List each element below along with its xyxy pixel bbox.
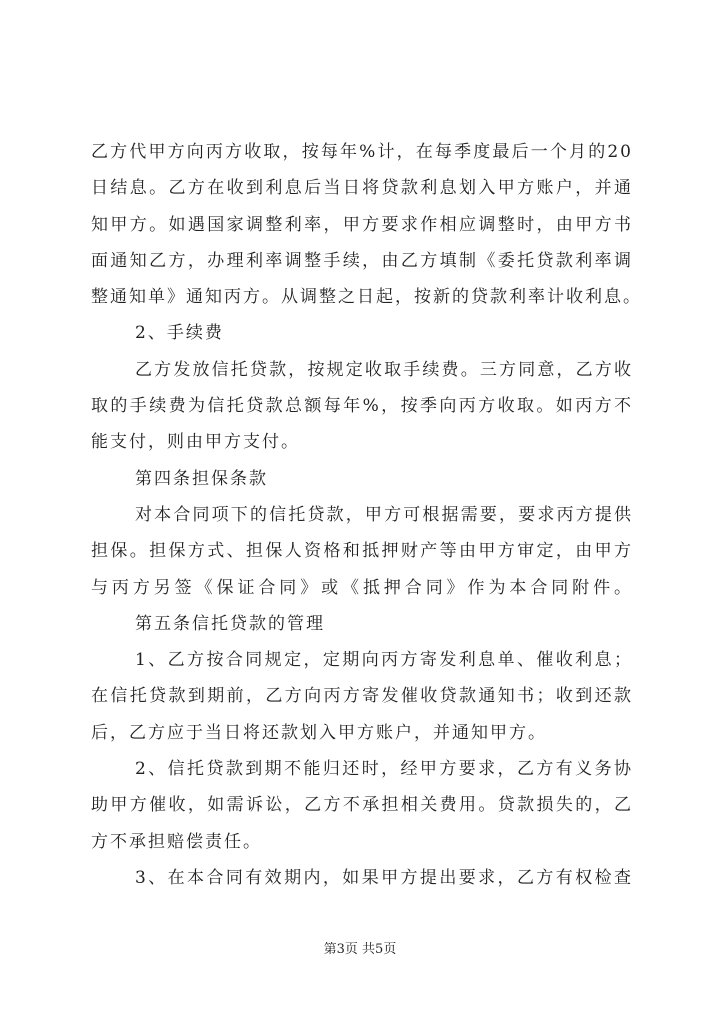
page-number-footer: 第3页 共5页	[323, 942, 397, 957]
text-line: 1、乙方按合同规定，定期向丙方寄发利息单、催收利息；	[135, 650, 633, 671]
text-line: 2、手续费	[135, 323, 224, 344]
text-line: 第五条信托贷款的管理	[135, 613, 325, 634]
text-line: 对本合同项下的信托贷款，甲方可根据需要，要求丙方提供	[135, 504, 633, 525]
text-line: 能支付，则由甲方支付。	[91, 432, 300, 453]
text-line: 取的手续费为信托贷款总额每年%，按季向丙方收取。如丙方不	[91, 396, 633, 417]
text-line: 乙方发放信托贷款，按规定收取手续费。三方同意，乙方收	[135, 359, 633, 380]
text-line: 方不承担赔偿责任。	[91, 831, 262, 852]
text-line: 在信托贷款到期前，乙方向丙方寄发催收贷款通知书；收到还款	[91, 686, 633, 707]
text-line: 担保。担保方式、担保人资格和抵押财产等由甲方审定，由甲方	[91, 541, 633, 562]
text-line: 面通知乙方，办理利率调整手续，由乙方填制《委托贷款利率调	[91, 250, 633, 271]
text-line: 日结息。乙方在收到利息后当日将贷款利息划入甲方账户，并通	[91, 178, 633, 199]
text-line: 后，乙方应于当日将还款划入甲方账户，并通知甲方。	[91, 722, 547, 743]
text-line: 乙方代甲方向丙方收取，按每年%计，在每季度最后一个月的20	[91, 142, 633, 162]
text-line: 助甲方催收，如需诉讼，乙方不承担相关费用。贷款损失的，乙	[91, 795, 633, 816]
text-line: 知甲方。如遇国家调整利率，甲方要求作相应调整时，由甲方书	[91, 214, 633, 235]
text-line: 第四条担保条款	[135, 468, 268, 489]
text-line: 2、信托贷款到期不能归还时，经甲方要求，乙方有义务协	[135, 759, 633, 780]
text-line: 3、在本合同有效期内，如果甲方提出要求，乙方有权检查	[135, 867, 633, 888]
text-line: 整通知单》通知丙方。从调整之日起，按新的贷款利率计收利息。	[91, 287, 642, 308]
document-body	[91, 134, 642, 896]
text-line: 与丙方另签《保证合同》或《抵押合同》作为本合同附件。	[91, 577, 633, 598]
